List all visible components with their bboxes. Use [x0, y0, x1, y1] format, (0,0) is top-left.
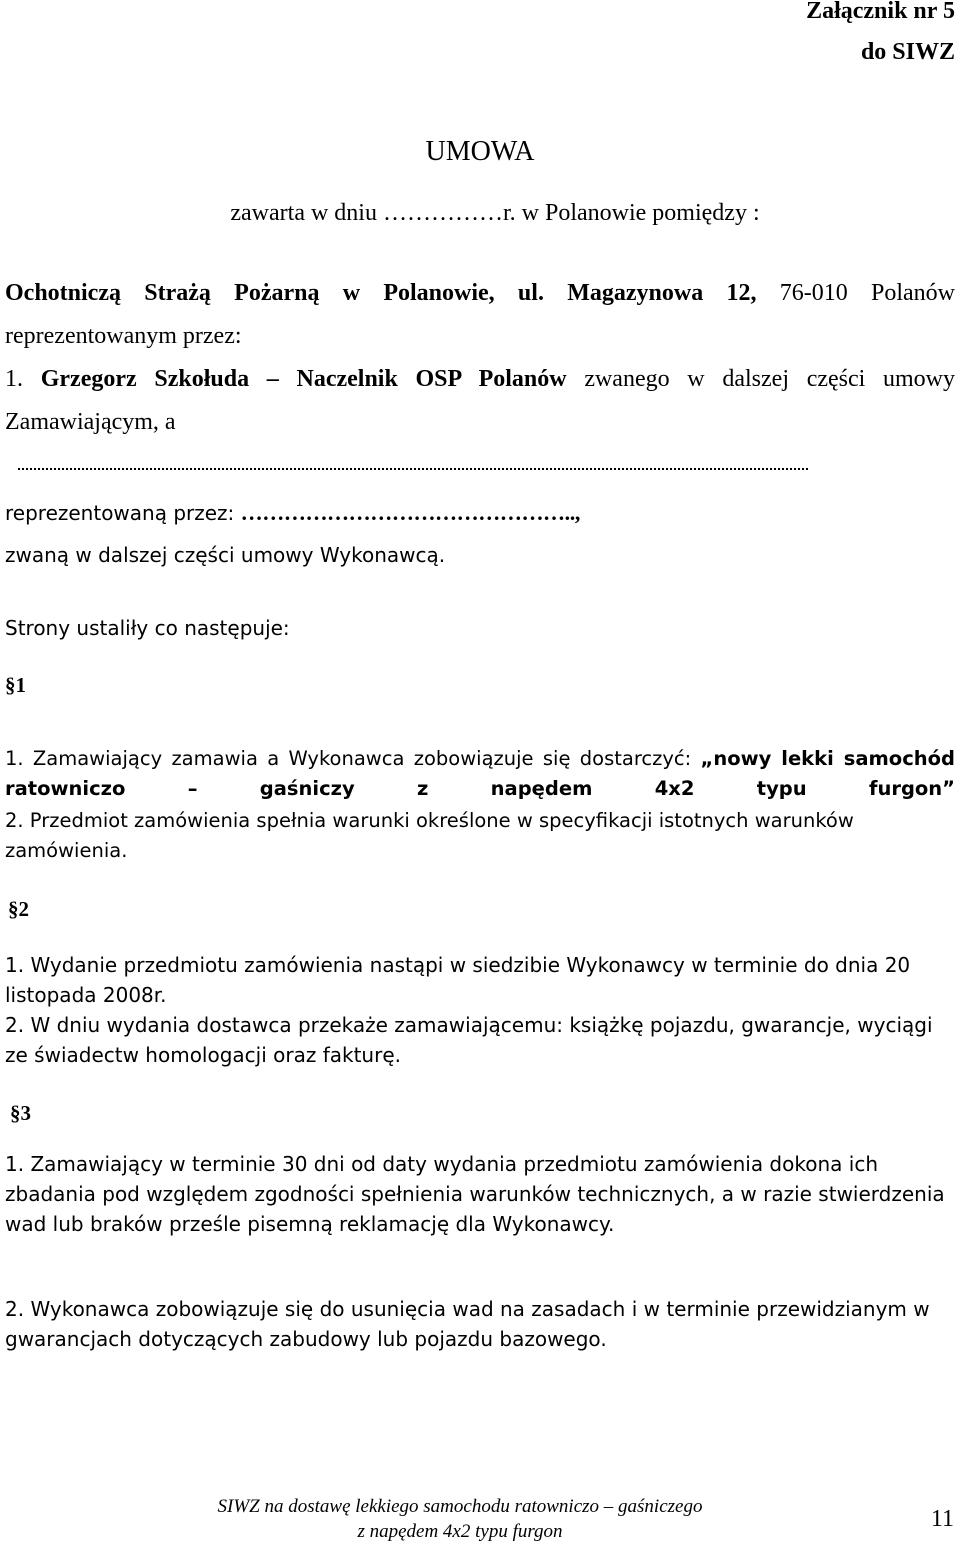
- section-1-p1-text: 1. Zamawiający zamawia a Wykonawca zobowiązuje się dostarczyć:: [5, 747, 701, 770]
- section-3-symbol: §3: [10, 1101, 31, 1125]
- section-2-paragraph-2: 2. W dniu wydania dostawca przekaże zamawiającemu: książkę pojazdu, gwarancje, wyciągi ze świadectw homologacji oraz fakturę.: [5, 1013, 933, 1067]
- siwz-label: do SIWZ: [860, 39, 955, 65]
- section-1-paragraph-1: [5, 744, 955, 804]
- section-1-p1-bold: „nowy lekki samochód ratowniczo – gaśniczy z napędem 4x2 typu furgon”: [5, 747, 955, 800]
- rep-name: Grzegorz Szkołuda – Naczelnik OSP Polanów: [40, 366, 567, 392]
- attachment-label: Załącznik nr 5: [806, 0, 955, 24]
- rep-number: 1.: [5, 366, 23, 392]
- concluded-line: zawarta w dniu ……………r. w Polanowie pomiędzy :: [230, 200, 760, 226]
- party1-line: [5, 280, 955, 307]
- document-title: UMOWA: [425, 136, 535, 167]
- contractor-name-blank: [18, 448, 808, 470]
- party2-role: zwaną w dalszej części umowy Wykonawcą.: [5, 543, 446, 567]
- page-footer: [160, 1494, 760, 1544]
- rep-suffix: zwanego w dalszej części umowy: [584, 366, 956, 392]
- footer-line-2: z napędem 4x2 typu furgon: [357, 1521, 563, 1542]
- section-1-symbol: §1: [5, 673, 26, 697]
- party1-name: Ochotniczą Strażą Pożarną w Polanowie, ul. Magazynowa 12,: [5, 280, 757, 306]
- section-2-paragraph-1: 1. Wydanie przedmiotu zamówienia nastąpi w siedzibie Wykonawcy w terminie do dnia 20 listopada 2008r.: [5, 953, 911, 1007]
- party2-represented-dots: ………………………………………..,: [240, 500, 580, 525]
- section-2-symbol: §2: [8, 897, 29, 921]
- agreed-line: Strony ustaliły co następuje:: [5, 616, 290, 640]
- section-1-paragraph-2: 2. Przedmiot zamówienia spełnia warunki określone w specyfikacji istotnych warunków zamówienia.: [5, 809, 854, 862]
- party1-role: Zamawiającym, a: [5, 409, 176, 435]
- party1-represented: reprezentowanym przez:: [5, 323, 242, 349]
- section-3-paragraph-1: 1. Zamawiający w terminie 30 dni od daty wydania przedmiotu zamówienia dokona ich zbadania pod względem zgodności spełnienia warunków technicznych, a w razie stwierdzenia wad lub braków prześle pisemną reklamację dla Wykonawcy.: [5, 1152, 945, 1236]
- section-3-paragraph-2: 2. Wykonawca zobowiązuje się do usunięcia wad na zasadach i w terminie przewidzianym w gwarancjach dotyczących zabudowy lub pojazdu bazowego.: [5, 1297, 930, 1351]
- party2-represented-line: [5, 500, 580, 526]
- party2-represented-label: reprezentowaną przez:: [5, 501, 235, 525]
- party1-postal: 76-010 Polanów: [779, 280, 955, 306]
- page-number: 11: [930, 1506, 954, 1532]
- footer-line-1: SIWZ na dostawę lekkiego samochodu ratowniczo – gaśniczego: [217, 1496, 703, 1517]
- party1-representative-line: [5, 366, 955, 393]
